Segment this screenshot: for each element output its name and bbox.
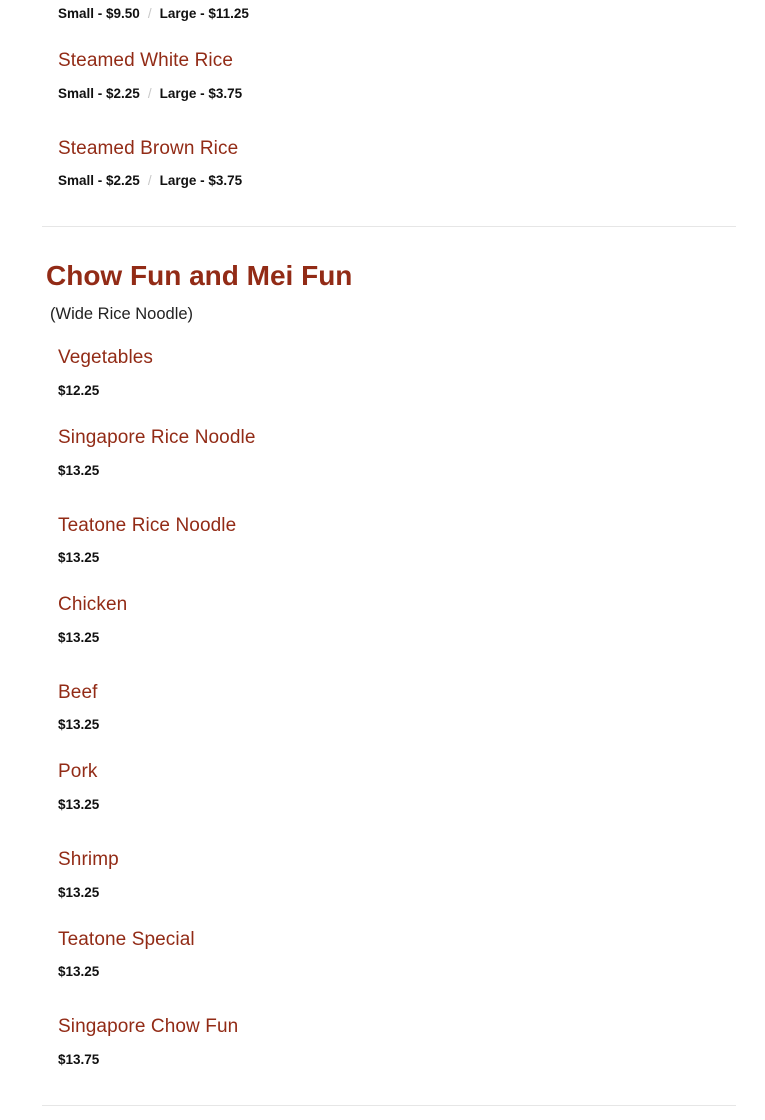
menu-item-name: Teatone Rice Noodle bbox=[58, 515, 237, 536]
menu-item-name: Teatone Special bbox=[58, 929, 195, 950]
section-divider bbox=[42, 1105, 736, 1106]
menu-item-price: $13.75 bbox=[58, 1052, 100, 1067]
price-separator: / bbox=[147, 173, 152, 188]
menu-item-price: $13.25 bbox=[58, 797, 100, 812]
menu-item-name: Steamed White Rice bbox=[58, 50, 233, 71]
menu-item-price: $12.25 bbox=[58, 383, 100, 398]
menu-item-name: Vegetables bbox=[58, 347, 154, 368]
small-price: Small - $9.50 bbox=[58, 6, 140, 21]
small-price: Small - $2.25 bbox=[58, 86, 140, 101]
menu-item-price: $13.25 bbox=[58, 717, 100, 732]
menu-item-name: Steamed Brown Rice bbox=[58, 138, 239, 159]
menu-item-price: $13.25 bbox=[58, 463, 100, 478]
menu-item-price: $13.25 bbox=[58, 550, 100, 565]
menu-item-name: Pork bbox=[58, 761, 98, 782]
large-price: Large - $11.25 bbox=[159, 6, 249, 21]
menu-item-name: Singapore Chow Fun bbox=[58, 1016, 239, 1037]
large-price: Large - $3.75 bbox=[159, 86, 243, 101]
menu-item-price-sizes bbox=[58, 173, 242, 189]
menu-item-price: $13.25 bbox=[58, 630, 100, 645]
menu-item-name: Shrimp bbox=[58, 849, 119, 870]
section-subtitle: (Wide Rice Noodle) bbox=[50, 305, 194, 323]
section-title: Chow Fun and Mei Fun bbox=[46, 260, 353, 291]
menu-item-price: $13.25 bbox=[58, 964, 100, 979]
menu-item-price-sizes bbox=[58, 86, 242, 102]
large-price: Large - $3.75 bbox=[159, 173, 243, 188]
menu-item-price: $13.25 bbox=[58, 885, 100, 900]
small-price: Small - $2.25 bbox=[58, 173, 140, 188]
price-separator: / bbox=[147, 6, 152, 21]
menu-item-name: Singapore Rice Noodle bbox=[58, 427, 256, 448]
menu-item-price-sizes bbox=[58, 6, 249, 22]
menu-item-name: Beef bbox=[58, 682, 98, 703]
price-separator: / bbox=[147, 86, 152, 101]
menu-item-name: Chicken bbox=[58, 594, 128, 615]
section-divider bbox=[42, 226, 736, 227]
